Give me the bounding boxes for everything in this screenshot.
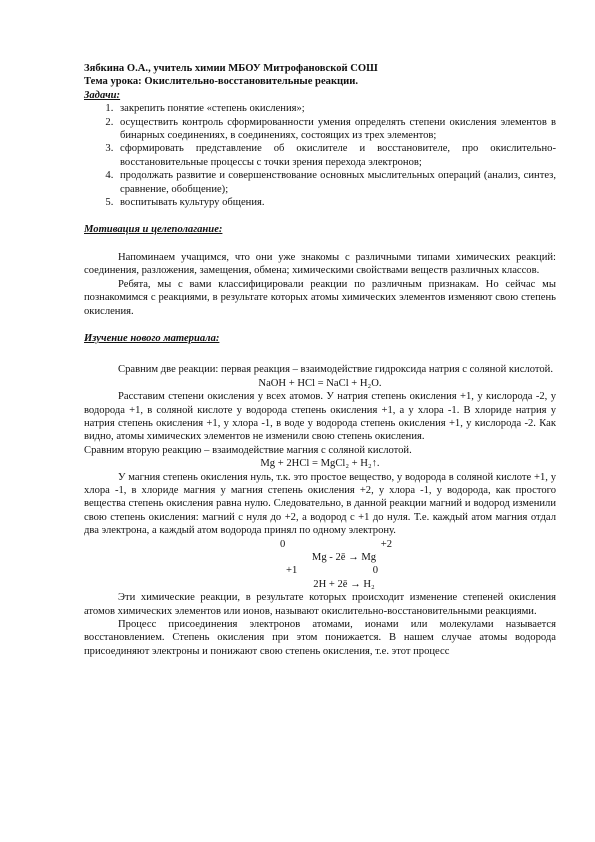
document-page bbox=[84, 62, 556, 658]
scheme-hydrogen-line: 2H + 2ē → H₂ bbox=[313, 578, 375, 590]
motivation-paragraph-2: Ребята, мы с вами классифицировали реакции по различным признакам. Но сейчас мы познакомимся с реакциями, в результате которых атомы химических элементов изменяют свою степень окисления. bbox=[84, 278, 556, 317]
oxidation-paragraph: Расставим степени окисления у всех атомов. У натрия степень окисления +1, у кислорода -2, у водорода +1, в соляной кислоте у водорода степень окисления +1, а у хлора -1. В хлориде натрия у натрия степень окисления +1, у хлора -1, в воде у водорода степень окисления +1, у кислорода -2. Как видно, атомы химических элементов не изменили свою степень окисления. bbox=[84, 391, 556, 443]
compare-paragraph: Сравним две реакции: первая реакция – взаимодействие гидроксида натрия с соляной кислотой. bbox=[118, 364, 553, 376]
scheme-magnesium-line: Mg - 2ē → Mg bbox=[311, 552, 377, 563]
motivation-paragraph-1: Напоминаем учащимся, что они уже знакомы с различными типами химических реакций: соединения, разложения, замещения, обмена; химическими свойствами веществ различных классов. bbox=[84, 251, 556, 277]
definition-paragraph: Эти химические реакции, в результате которых происходит изменение степеней окисления атомов химических элементов или ионов, называют окислительно-восстановительными реакциями. bbox=[84, 592, 556, 617]
second-reaction-paragraph: Сравним вторую реакцию – взаимодействие магния с соляной кислотой. bbox=[84, 444, 412, 456]
lesson-topic: Тема урока: Окислительно-восстановительные реакции. bbox=[84, 76, 359, 88]
magnesium-paragraph: У магния степень окисления нуль, т.к. это простое вещество, у водорода в соляной кислоте +1, у хлора -1, в хлориде магния у магния степень окисления +2, у хлора -1, у водорода, как простого вещества степень окисления равна нулю. Следовательно, в данной реакции магний и водород изменили свою степень окисления: магний с нуля до +2, а водород с +1 до нуля. Т.е. каждый атом магния отдал два электрона, а каждый атом водорода принял по одному электрону. bbox=[84, 471, 556, 537]
reduction-paragraph: Процесс присоединения электронов атомами, ионами или молекулами называется восстановлением. Степень окисления при этом понижается. В нашем случае атомы водорода присоединяют электроны и понижают свою степень окисления, т.е. этот процесс bbox=[84, 619, 556, 657]
tasks-list bbox=[84, 102, 556, 209]
list-item: 2. осуществить контроль сформированности умения определять степени окисления элементов в бинарных соединениях, в соединениях, состоящих из трех элементов; bbox=[116, 116, 556, 143]
new-material-heading: Изучение нового материала: bbox=[84, 332, 220, 344]
scheme-oxidation-state: +2 bbox=[380, 538, 392, 550]
list-item: 4. продолжать развитие и совершенствование основных мыслительных операций (анализ, синтез, сравнение, обобщение); bbox=[116, 169, 556, 196]
list-item: 5. воспитывать культуру общения. bbox=[116, 196, 556, 209]
tasks-heading: Задачи: bbox=[84, 89, 121, 101]
scheme-oxidation-state: 0 bbox=[372, 565, 378, 577]
scheme-oxidation-state: +1 bbox=[286, 565, 298, 577]
list-item: 1. закрепить понятие «степень окисления»; bbox=[116, 102, 556, 115]
scheme-oxidation-state: 0 bbox=[280, 538, 286, 550]
list-item: 3. сформировать представление об окислителе и восстановителе, про окислительно-восстановительные процессы с точки зрения перехода электронов; bbox=[116, 142, 556, 169]
author-line: Зябкина О.А., учитель химии МБОУ Митрофановской СОШ bbox=[84, 63, 378, 74]
electron-scheme bbox=[274, 538, 414, 592]
motivation-heading: Мотивация и целеполагание: bbox=[84, 224, 223, 236]
equation-2: Mg + 2HCl = MgCl₂ + H₂↑. bbox=[260, 458, 380, 470]
equation-1: NaOH + HCl = NaCl + H₂O. bbox=[258, 377, 382, 389]
